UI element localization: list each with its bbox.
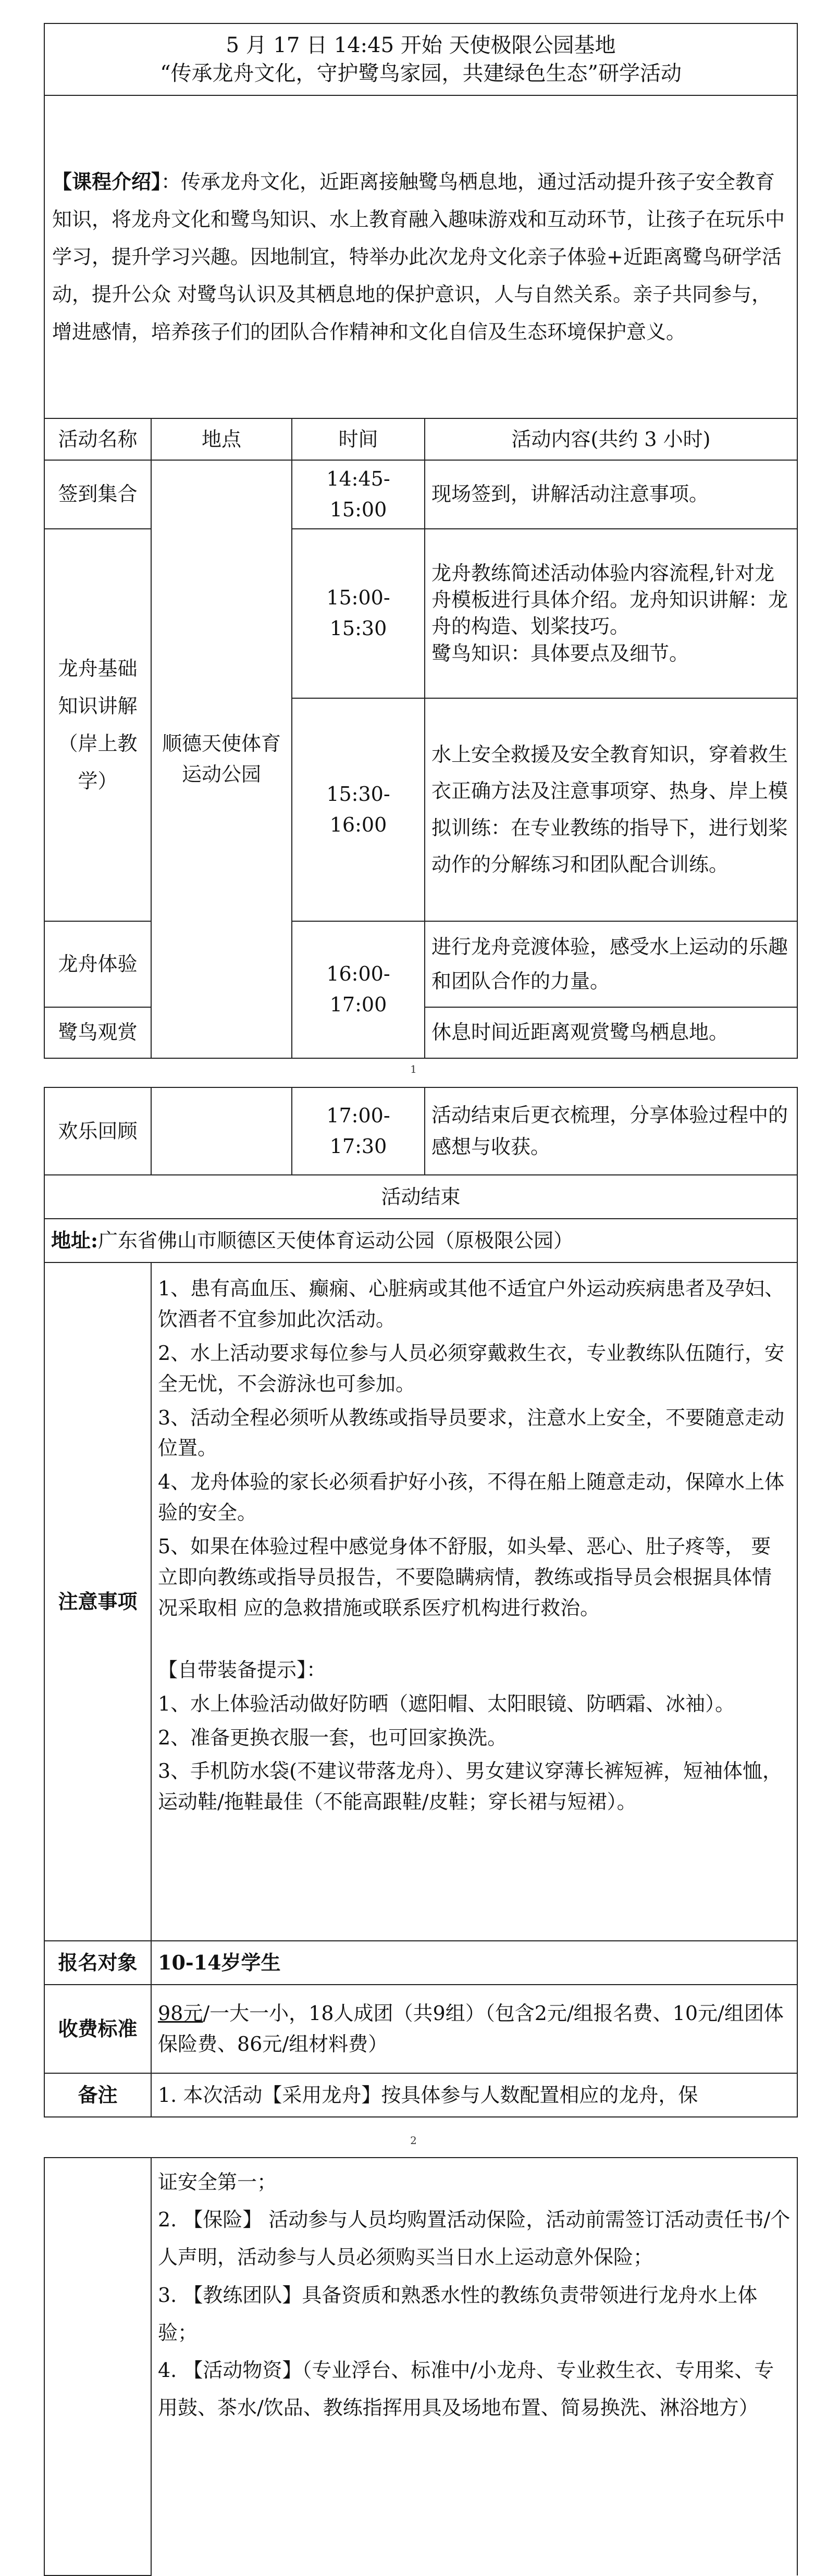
- table-row: [44, 1087, 797, 1175]
- row-name: 龙舟基础知识讲解（岸上教学）: [44, 529, 151, 921]
- page-number: 1: [410, 1063, 417, 1075]
- schedule-header-row: [44, 418, 797, 460]
- row-time: 16:00-17:00: [292, 921, 425, 1058]
- notes-label: 注意事项: [44, 1262, 151, 1941]
- page-1: [44, 23, 797, 1059]
- address-label: 地址:: [51, 1228, 98, 1252]
- remark-line: 3. 【教练团队】具备资质和熟悉水性的教练负责带领进行龙舟水上体验；: [158, 2283, 758, 2344]
- remark-line: 证安全第一；: [158, 2171, 277, 2194]
- equip-item: 2、准备更换衣服一套，也可回家换洗。: [158, 1726, 508, 1749]
- note-item: 3、活动全程必须听从教练或指导员要求，注意水上安全，不要随意走动位置。: [158, 1406, 785, 1460]
- fee-value: [151, 1985, 797, 2073]
- header-name: 活动名称: [44, 418, 151, 460]
- row-time: 14:45-15:00: [292, 460, 425, 529]
- row-content: 现场签到，讲解活动注意事项。: [425, 460, 797, 529]
- location-text: 顺德天使体育运动公园: [162, 732, 281, 786]
- remark-value: 1. 本次活动【采用龙舟】按具体参与人数配置相应的龙舟，保: [151, 2073, 797, 2117]
- remark-line: 4. 【活动物资】（专业浮台、标准中/小龙舟、专业救生衣、专用桨、专用鼓、茶水/饮品、教练指挥用具及场地布置、简易换洗、淋浴地方）: [158, 2358, 774, 2420]
- row-content: [425, 529, 797, 698]
- row-time: 17:00-17:30: [292, 1087, 425, 1175]
- page-3: [44, 2157, 797, 2576]
- row-name: 鹭鸟观赏: [44, 1007, 151, 1058]
- notes-content: [151, 1262, 797, 1941]
- title-line-2: “传承龙舟文化，守护鹭鸟家园，共建绿色生态”研学活动: [160, 61, 682, 85]
- row-name: 龙舟体验: [44, 921, 151, 1007]
- row-content: 活动结束后更衣梳理，分享体验过程中的感想与收获。: [425, 1087, 797, 1175]
- fee-price: 98元: [158, 2002, 203, 2025]
- note-item: 2、水上活动要求每位参与人员必须穿戴救生衣，专业教练队伍随行，安全无忧，不会游泳也可参加。: [158, 1341, 785, 1395]
- content-line: 舟的构造、划桨技巧。: [431, 615, 630, 638]
- content-line: 鹭鸟知识：具体要点及细节。: [431, 641, 689, 665]
- remark-continued-table: [44, 2157, 798, 2576]
- remark-continued: [151, 2158, 797, 2575]
- row-location: [151, 460, 292, 1058]
- address-text: 广东省佛山市顺德区天使体育运动公园（原极限公园）: [98, 1229, 574, 1252]
- header-location: 地点: [151, 418, 292, 460]
- table-row: [44, 460, 797, 529]
- activity-end: 活动结束: [44, 1175, 797, 1219]
- equip-item: 3、手机防水袋(不建议带落龙舟）、男女建议穿薄长裤短裤，短袖体恤，运动鞋/拖鞋最佳（不能高跟鞋/皮鞋；穿长裙与短裙）。: [158, 1760, 783, 1814]
- equip-item: 1、水上体验活动做好防晒（遮阳帽、太阳眼镜、防晒霜、冰袖）。: [158, 1692, 735, 1715]
- row-content: 进行龙舟竞渡体验，感受水上运动的乐趣和团队合作的力量。: [425, 921, 797, 1007]
- schedule-table: [44, 23, 798, 1059]
- intro-text: ：传承龙舟文化，近距离接触鹭鸟栖息地，通过活动提升孩子安全教育知识，将龙舟文化和鹭鸟知识、水上教育融入趣味游戏和互动环节，让孩子在玩乐中学习，提升学习兴趣。因地制宜，特举办此次龙舟文化亲子体验+近距离鹭鸟研学活动，提升公众 对鹭鸟认识及其栖息地的保护意识，人与自然关系。亲子共同参与，增进感情，培养孩子们的团队合作精神和文化自信及生态环境保护意义。: [52, 170, 785, 344]
- page-number: 2: [410, 2134, 417, 2147]
- fee-details: /一大一小，18人成团（共9组）（包含2元/组报名费、10元/组团体保险费、86元/组材料费）: [158, 2002, 784, 2055]
- page-2: [44, 1087, 797, 2117]
- address-row: [44, 1219, 797, 1262]
- row-location-empty: [151, 1087, 292, 1175]
- target-label: 报名对象: [44, 1941, 151, 1985]
- note-item: 5、如果在体验过程中感觉身体不舒服，如头晕、恶心、肚子疼等， 要立即向教练或指导员报告，不要隐瞒病情，教练或指导员会根据具体情况采取相 应的急救措施或联系医疗机构进行救治。: [158, 1535, 772, 1619]
- row-name: 签到集合: [44, 460, 151, 529]
- header-time: 时间: [292, 418, 425, 460]
- fee-label: 收费标准: [44, 1985, 151, 2073]
- note-item: 1、患有高血压、癫痫、心脏病或其他不适宜户外运动疾病患者及孕妇、饮酒者不宜参加此次活动。: [158, 1277, 785, 1331]
- equip-title: 【自带装备提示】：: [158, 1658, 327, 1681]
- intro-label: 【课程介绍】: [52, 169, 162, 193]
- content-line: 龙舟教练简述活动体验内容流程,针对龙舟模板进行具体介绍。龙舟知识讲解：龙: [431, 561, 788, 611]
- title-line-1: 5 月 17 日 14:45 开始 天使极限公园基地: [226, 33, 616, 57]
- remark-label: 备注: [44, 2073, 151, 2117]
- course-intro: [44, 95, 797, 418]
- info-table: [44, 1087, 798, 2117]
- row-content: 水上安全救援及安全教育知识，穿着救生衣正确方法及注意事项穿、热身、岸上模拟训练：在专业教练的指导下，进行划桨动作的分解练习和团队配合训练。: [425, 698, 797, 921]
- event-title: [44, 23, 797, 95]
- note-item: 4、龙舟体验的家长必须看护好小孩，不得在船上随意走动，保障水上体验的安全。: [158, 1470, 785, 1525]
- row-time: 15:30-16:00: [292, 698, 425, 921]
- row-content: 休息时间近距离观赏鹭鸟栖息地。: [425, 1007, 797, 1058]
- target-value: 10-14岁学生: [151, 1941, 797, 1985]
- row-time: 15:00-15:30: [292, 529, 425, 698]
- row-name: 欢乐回顾: [44, 1087, 151, 1175]
- remark-label-continued: [44, 2158, 151, 2575]
- remark-line: 2. 【保险】 活动参与人员均购置活动保险，活动前需签订活动责任书/个人声明，活动参与人员必须购买当日水上运动意外保险；: [158, 2208, 791, 2269]
- header-content: 活动内容(共约 3 小时): [425, 418, 797, 460]
